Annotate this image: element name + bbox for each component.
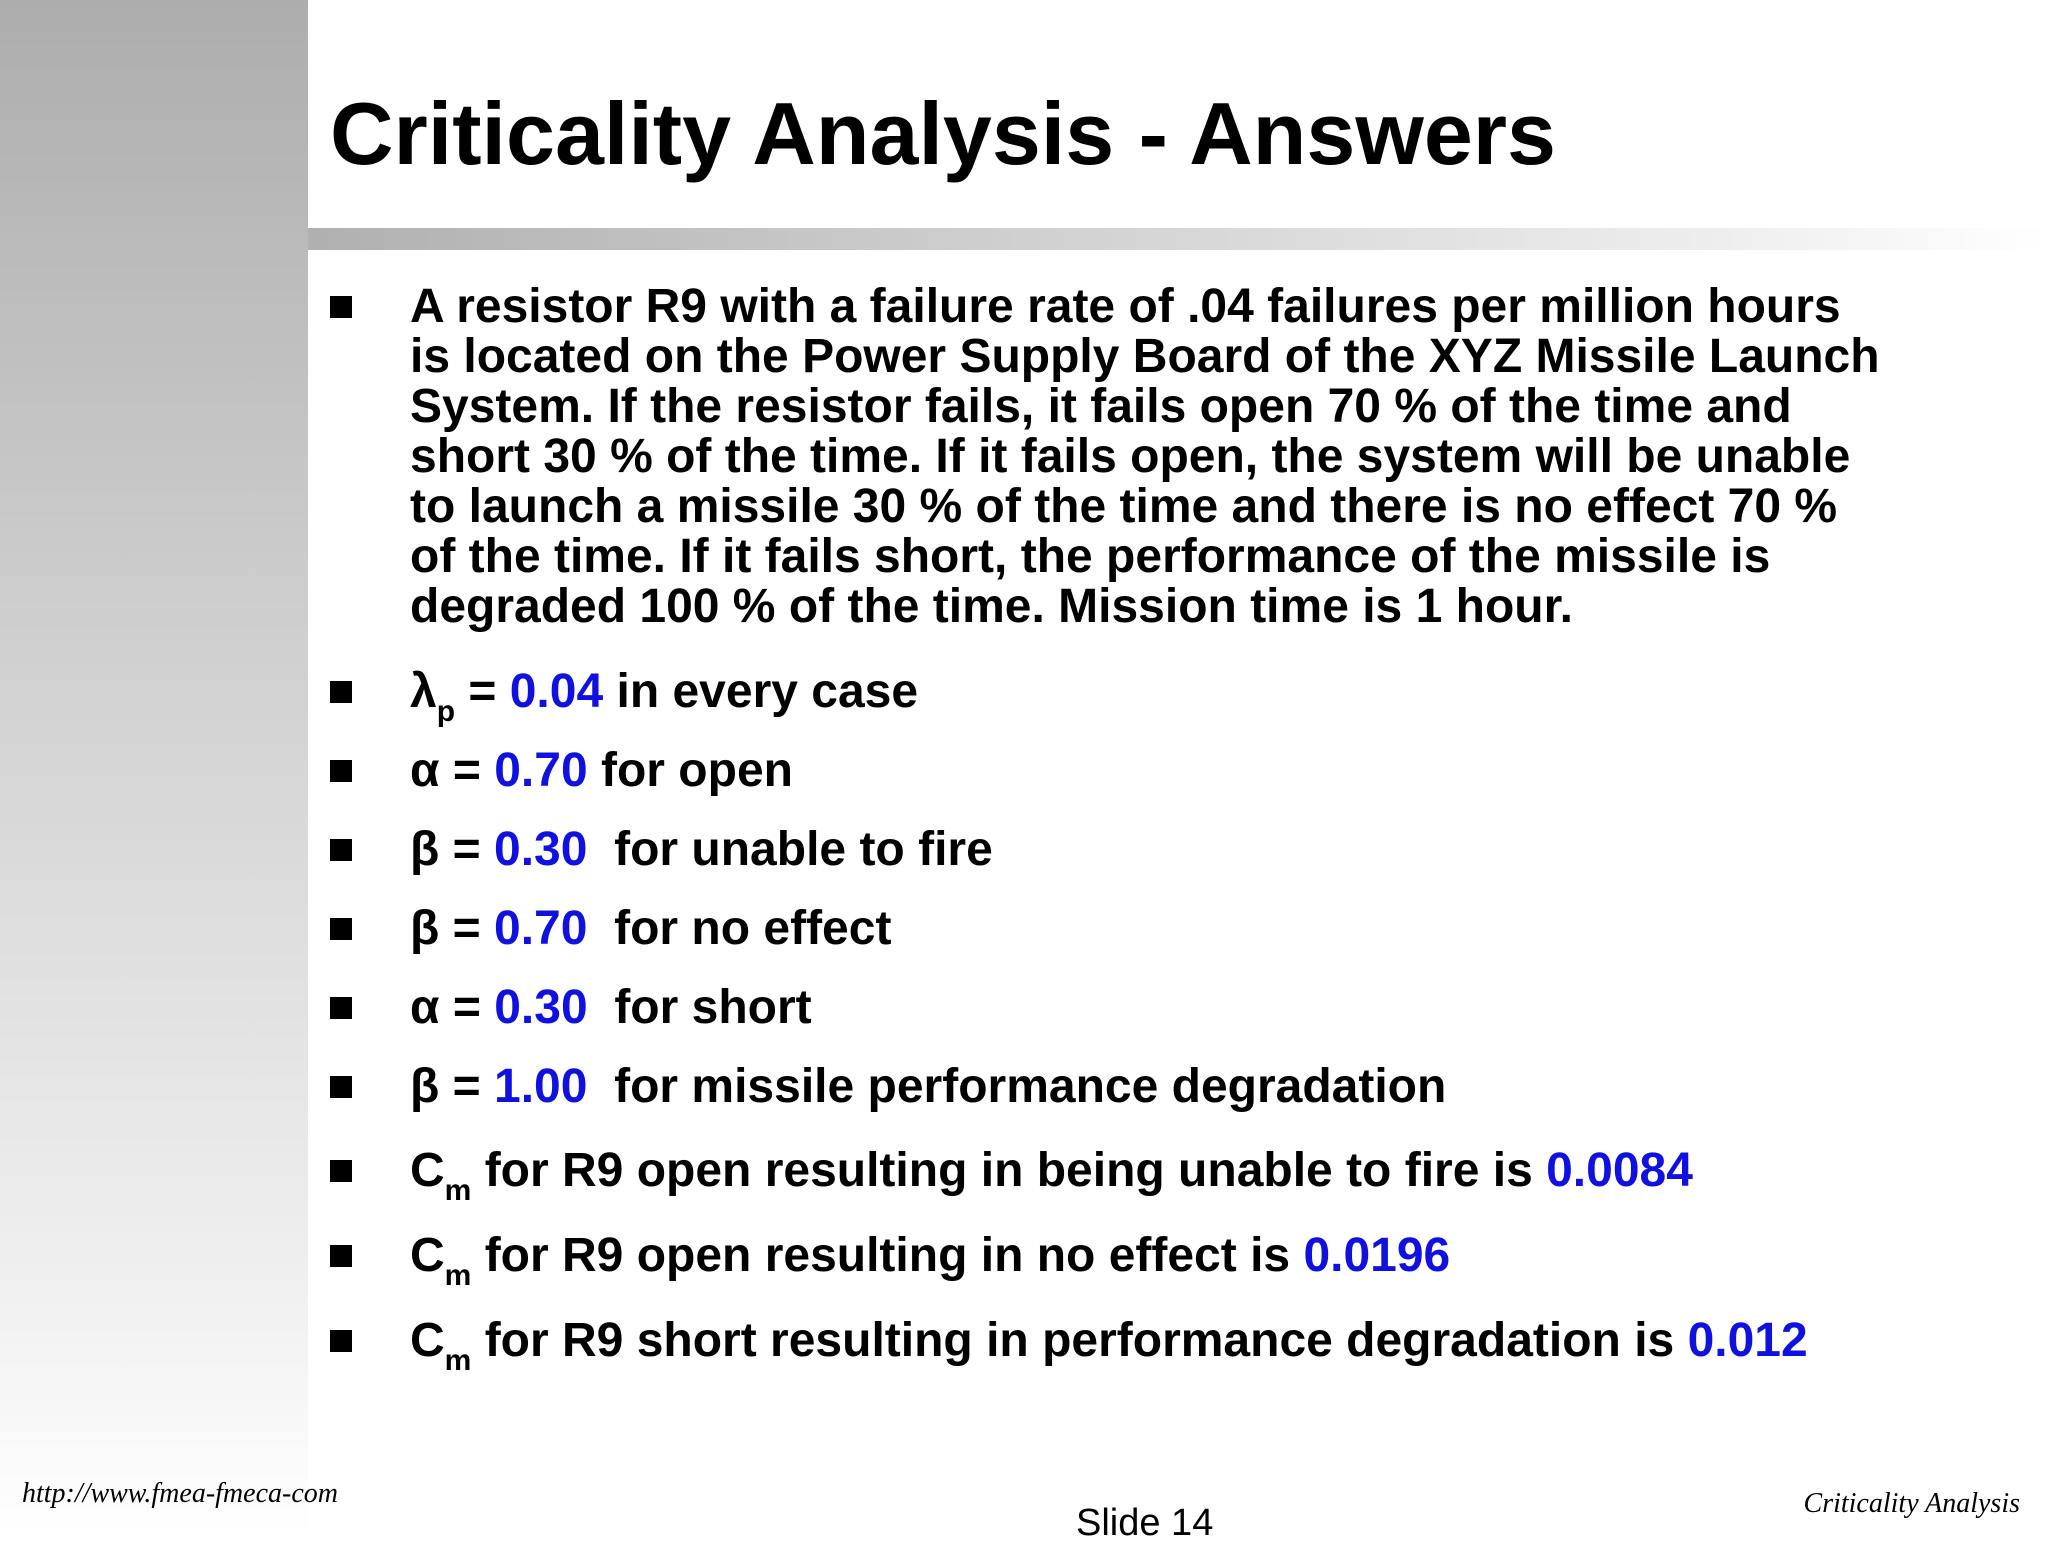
- problem-line: A resistor R9 with a failure rate of .04 failures per million hours: [410, 280, 1841, 333]
- symbol-subscript: p: [436, 695, 456, 728]
- square-bullet-icon: [330, 1245, 352, 1267]
- answer-description: for missile performance degradation: [587, 1060, 1447, 1113]
- problem-line: degraded 100 % of the time. Mission time is 1 hour.: [410, 580, 1573, 633]
- footer-url: http://www.fmea-fmeca-com: [22, 1478, 338, 1509]
- answer-value: 0.0196: [1303, 1229, 1451, 1282]
- equals: =: [439, 902, 494, 955]
- answer-value: 0.70: [494, 902, 588, 955]
- answer-text: [410, 1314, 2030, 1377]
- answer-description: for R9 open resulting in being unable to fire is: [471, 1144, 1547, 1197]
- equals: =: [439, 1060, 494, 1113]
- square-bullet-icon: [330, 839, 352, 861]
- symbol: λ: [410, 665, 437, 718]
- equals: =: [439, 744, 495, 797]
- symbol-subscript: m: [444, 1174, 472, 1207]
- footer-deck-title: Criticality Analysis: [1803, 1488, 2020, 1519]
- symbol: α: [410, 981, 440, 1034]
- answer-text: [410, 904, 2030, 954]
- symbol: β: [410, 902, 440, 955]
- problem-line: to launch a missile 30 % of the time and there is no effect 70 %: [410, 480, 1838, 533]
- answer-text: [410, 1229, 2030, 1292]
- answer-text: [410, 825, 2030, 875]
- answer-value: 0.30: [494, 823, 588, 876]
- symbol: C: [410, 1144, 445, 1197]
- answer-value: 1.00: [494, 1060, 588, 1113]
- answer-text: [410, 1062, 2030, 1112]
- square-bullet-icon: [330, 681, 352, 703]
- answer-text: [410, 746, 2030, 796]
- left-gradient-band: [0, 0, 308, 1536]
- answer-description: for unable to fire: [587, 823, 993, 876]
- square-bullet-icon: [330, 997, 352, 1019]
- answer-text: [410, 1144, 2030, 1207]
- symbol: C: [410, 1229, 445, 1282]
- square-bullet-icon: [330, 918, 352, 940]
- symbol: α: [410, 744, 440, 797]
- square-bullet-icon: [330, 296, 352, 318]
- answer-description: in every case: [603, 665, 919, 718]
- answer-value: 0.0084: [1546, 1144, 1693, 1197]
- answer-description: for short: [587, 981, 812, 1034]
- answer-text: [410, 665, 2030, 728]
- equals: =: [455, 665, 510, 718]
- symbol: C: [410, 1314, 445, 1367]
- square-bullet-icon: [330, 1076, 352, 1098]
- slide-title: Criticality Analysis - Answers: [330, 84, 1556, 183]
- slide-number: Slide 14: [1076, 1502, 1214, 1544]
- square-bullet-icon: [330, 1330, 352, 1352]
- problem-statement: [410, 282, 2030, 632]
- problem-line: is located on the Power Supply Board of the XYZ Missile Launch: [410, 330, 1880, 383]
- problem-line: System. If the resistor fails, it fails open 70 % of the time and: [410, 380, 1792, 433]
- title-underline-rule: [308, 228, 2048, 250]
- symbol: β: [410, 823, 440, 876]
- answer-description: for R9 short resulting in performance degradation is: [471, 1314, 1688, 1367]
- problem-line: of the time. If it fails short, the performance of the missile is: [410, 530, 1771, 583]
- problem-line: short 30 % of the time. If it fails open, the system will be unable: [410, 430, 1851, 483]
- answer-value: 0.04: [509, 665, 604, 718]
- symbol: β: [410, 1060, 440, 1113]
- answer-description: for R9 open resulting in no effect is: [471, 1229, 1304, 1282]
- answer-description: for open: [587, 744, 793, 797]
- answer-description: for no effect: [587, 902, 892, 955]
- answer-text: [410, 983, 2030, 1033]
- symbol-subscript: m: [444, 1259, 472, 1292]
- answer-value: 0.70: [494, 744, 588, 797]
- answer-value: 0.30: [494, 981, 588, 1034]
- answer-value: 0.012: [1687, 1314, 1808, 1367]
- square-bullet-icon: [330, 1160, 352, 1182]
- equals: =: [439, 823, 494, 876]
- equals: =: [439, 981, 495, 1034]
- symbol-subscript: m: [444, 1344, 472, 1377]
- square-bullet-icon: [330, 760, 352, 782]
